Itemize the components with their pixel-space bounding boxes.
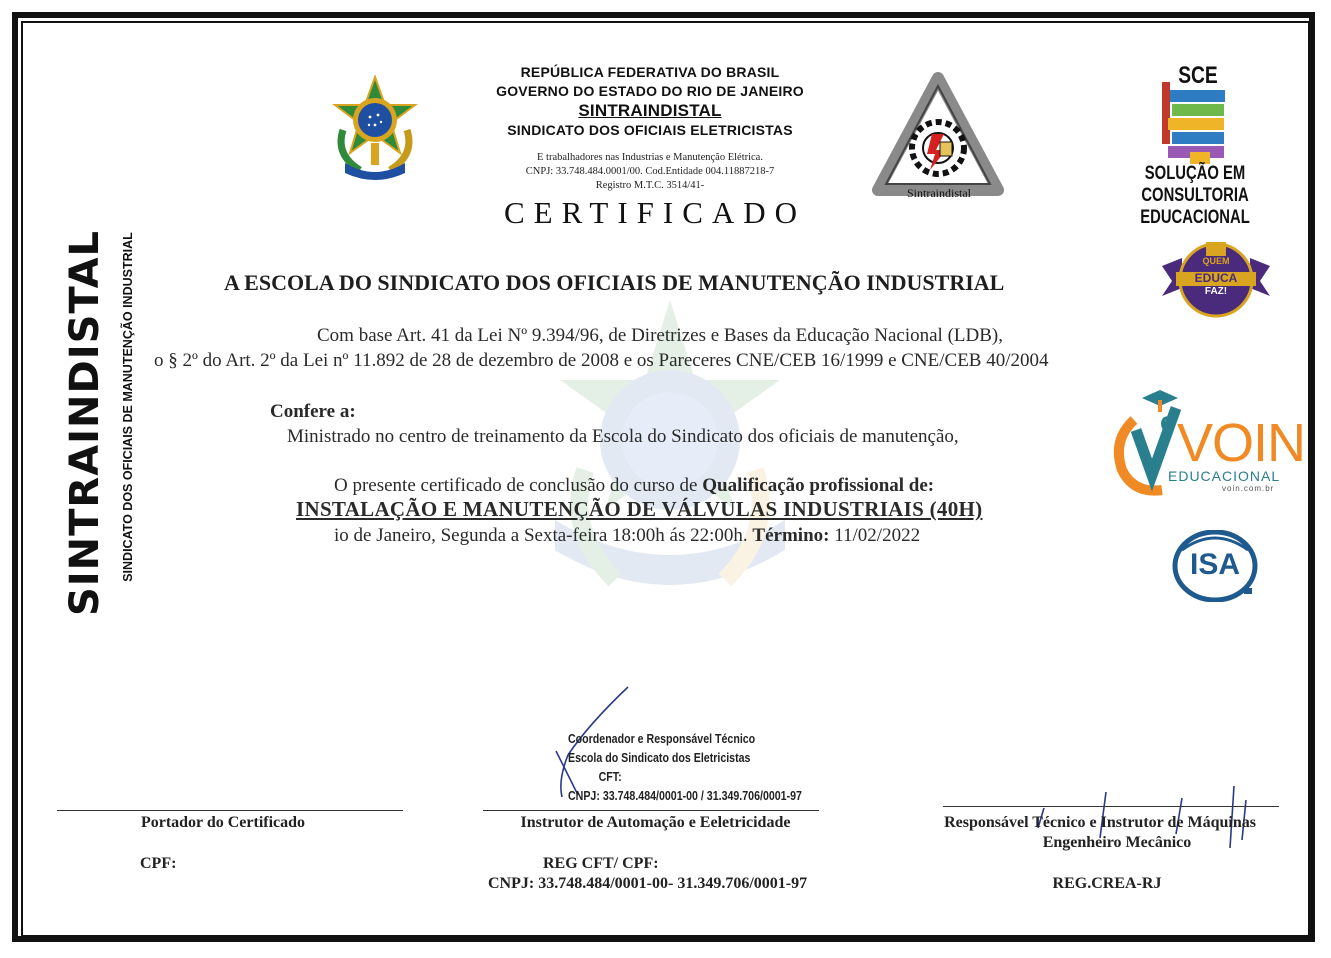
- schedule-line: [334, 523, 1054, 548]
- engineer-label: Engenheiro Mecânico: [1042, 834, 1192, 851]
- presente-text: O presente certificado de conclusão do curso de: [334, 475, 703, 496]
- side-title: SINTRAINDISTAL: [62, 229, 108, 617]
- brazil-coat-of-arms-icon: [325, 75, 425, 185]
- holder-cpf-label: CPF:: [140, 855, 177, 872]
- crea-reg-label: REG.CREA-RJ: [1052, 875, 1162, 892]
- voin-e-label: e: [1160, 406, 1176, 437]
- header-block: [470, 63, 830, 140]
- signature-line-right: [943, 806, 1279, 807]
- course-title: INSTALAÇÃO E MANUTENÇÃO DE VÁLVULAS INDUSTRIAIS (40H): [296, 497, 983, 521]
- instructor-reg-label: REG CFT/ CPF:: [543, 855, 659, 872]
- stamp-line-1: Coordenador e Responsável Técnico: [568, 732, 756, 746]
- signature-line-left: [57, 810, 403, 811]
- instructor-label: Instrutor de Automação e Eeletricidade: [520, 814, 791, 831]
- technical-responsible-label: Responsável Técnico e Instrutor de Máquinas: [944, 814, 1256, 831]
- technical-stamp: [568, 730, 823, 806]
- sce-full-label: [1109, 163, 1281, 229]
- quem-line-1: QUEM: [1202, 256, 1230, 266]
- legal-basis-line-1: Com base Art. 41 da Lei Nº 9.394/96, de Diretrizes e Bases da Educação Nacional (LDB),: [317, 325, 1003, 346]
- header-small-line-2: CNPJ: 33.748.484.0001/00. Cod.Entidade 004.11887218-7: [525, 166, 775, 177]
- quem-line-2: EDUCA: [1194, 271, 1238, 285]
- header-small-line-3: Registro M.T.C. 3514/41-: [595, 180, 705, 191]
- sintraindistal-logo-icon: [872, 72, 1004, 204]
- certificate-title: CERTIFICADO: [503, 195, 807, 230]
- qualificacao-label: Qualificação profissional de:: [702, 475, 935, 496]
- voin-url-label: voin.com.br: [1222, 484, 1275, 493]
- quem-line-3: FAZ!: [1204, 286, 1228, 297]
- side-vertical-text: [40, 200, 135, 650]
- header-small-block: [470, 151, 830, 193]
- holder-label: Portador do Certificado: [140, 814, 306, 831]
- header-line-sintraindistal: SINTRAINDISTAL: [578, 101, 722, 120]
- stamp-line-2: Escola do Sindicato dos Eletricistas: [568, 751, 751, 765]
- stamp-line-4: CNPJ: 33.748.484/0001-00 / 31.349.706/0001-97: [568, 789, 802, 803]
- termino-date: 11/02/2022: [829, 525, 921, 546]
- sce-short-label: SCE: [1178, 62, 1218, 89]
- voin-sub-label: EDUCACIONAL: [1168, 468, 1281, 484]
- header-line-sindicato: SINDICATO DOS OFICIAIS ELETRICISTAS: [507, 122, 793, 138]
- header-line-government: GOVERNO DO ESTADO DO RIO DE JANEIRO: [496, 83, 804, 99]
- termino-label: Término:: [752, 525, 830, 546]
- sce-line-2: EDUCACIONAL: [1140, 207, 1250, 228]
- presente-line: [334, 473, 1054, 498]
- header-line-republic: REPÚBLICA FEDERATIVA DO BRASIL: [520, 64, 780, 80]
- signature-line-mid: [483, 810, 819, 811]
- sce-books-logo-icon: [1150, 82, 1235, 164]
- stamp-line-3: CFT:: [598, 770, 622, 784]
- legal-basis-line-2: o § 2º do Art. 2º da Lei nº 11.892 de 28 de dezembro de 2008 e os Pareceres CNE/CEB 16/1999 e CNE/CEB 40/2004: [154, 350, 1049, 371]
- ministrado-line: Ministrado no centro de treinamento da Escola do Sindicato dos oficiais de manutenção,: [287, 426, 959, 447]
- schedule-text: io de Janeiro, Segunda a Sexta-feira 18:00h ás 22:00h.: [334, 525, 753, 546]
- isa-label: ISA: [1189, 548, 1240, 581]
- side-subtitle: SINDICATO DOS OFICIAIS DE MANUTENÇÃO INDUSTRIAL: [121, 232, 135, 582]
- school-title: A ESCOLA DO SINDICATO DOS OFICIAIS DE MANUTENÇÃO INDUSTRIAL: [224, 270, 1005, 295]
- sce-line-1: SOLUÇÃO EM CONSULTORIA: [1141, 163, 1249, 206]
- instructor-cnpj-label: CNPJ: 33.748.484/0001-00- 31.349.706/0001-97: [488, 875, 808, 892]
- sintraindistal-logo-label: Sintraindistal: [907, 186, 971, 200]
- voin-main-label: VOIN: [1177, 413, 1306, 473]
- confere-label: Confere a:: [270, 401, 356, 422]
- header-small-line-1: E trabalhadores nas Industrias e Manutenção Elétrica.: [537, 152, 763, 163]
